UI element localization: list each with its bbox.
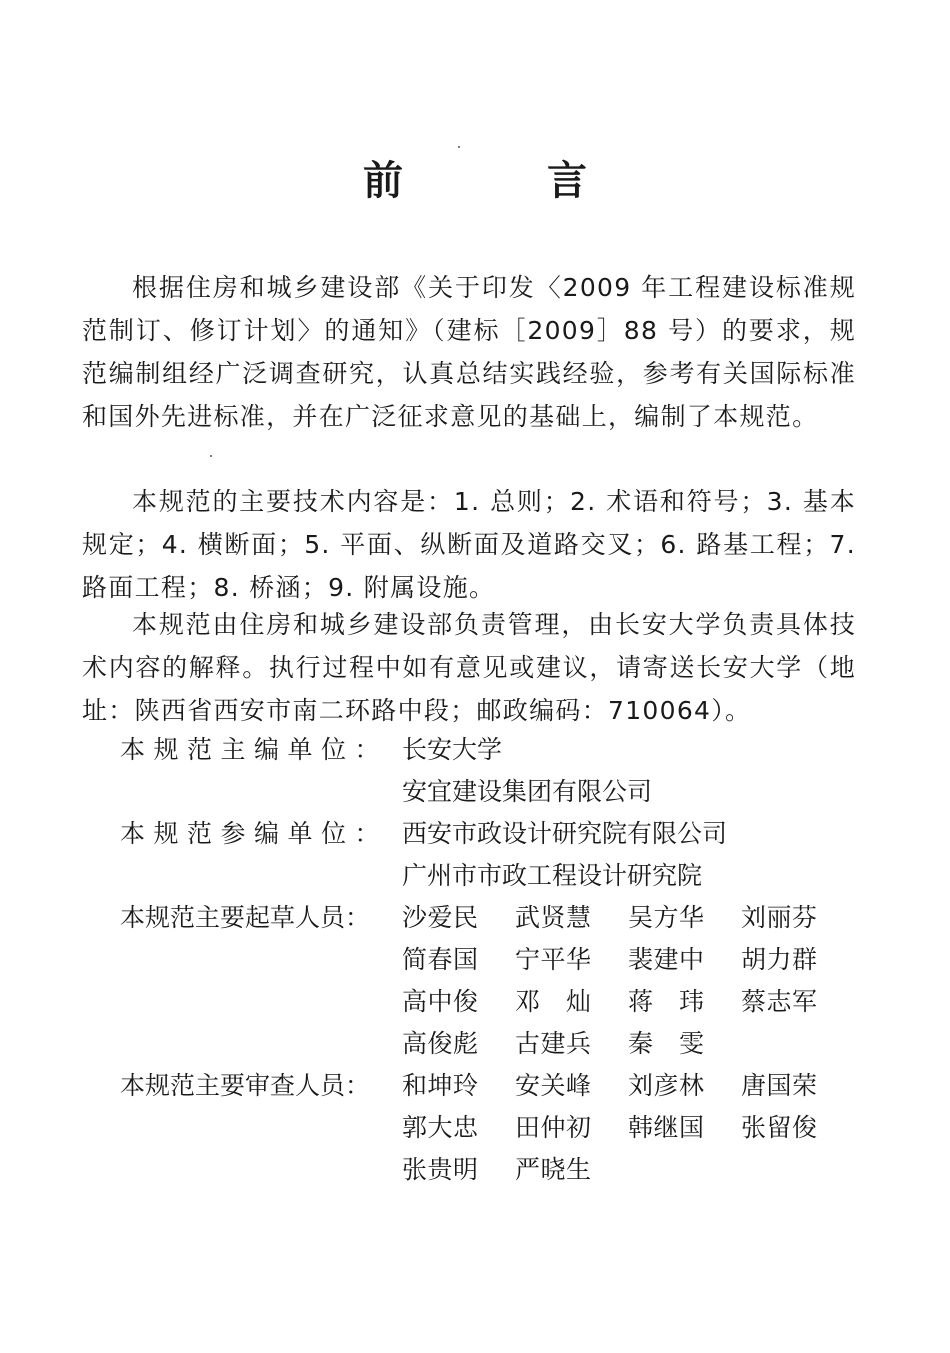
reviewer-name: 张留俊 [741, 1113, 818, 1142]
chief-units-list [402, 729, 652, 813]
chief-unit: 安宜建设集团有限公司 [402, 777, 653, 806]
paragraph-2 [82, 480, 856, 609]
participating-unit: 西安市政设计研究院有限公司 [402, 819, 728, 848]
paragraph-1 [82, 266, 856, 438]
reviewer-name: 张贵明 [402, 1155, 479, 1184]
drafter-name: 蒋 玮 [628, 987, 705, 1016]
participating-units-label: 本规范参编单位： [120, 819, 389, 848]
drafter-name: 胡力群 [741, 945, 818, 974]
drafters-row [120, 897, 854, 1065]
chief-units-row [120, 729, 854, 813]
participating-units-row [120, 813, 854, 897]
drafter-name: 邓 灿 [515, 987, 592, 1016]
paragraph-text: 本规范的主要技术内容是：1. 总则；2. 术语和符号；3. 基本规定；4. 横断面；5. 平面、纵断面及道路交叉；6. 路基工程；7. 路面工程；8. 桥涵；9. 附属设施。 [82, 487, 856, 602]
participating-unit: 广州市市政工程设计研究院 [402, 861, 703, 890]
reviewer-name: 田仲初 [515, 1113, 592, 1142]
reviewer-name: 严晓生 [515, 1155, 592, 1184]
reviewer-name: 唐国荣 [741, 1071, 818, 1100]
drafter-name: 武贤慧 [515, 903, 592, 932]
paragraph-text: 根据住房和城乡建设部《关于印发〈2009 年工程建设标准规范制订、修订计划〉的通知》（建标［2009］88 号）的要求，规范编制组经广泛调查研究，认真总结实践经验，参考有关国际标准和国外先进标准，并在广泛征求意见的基础上，编制了本规范。 [82, 273, 856, 431]
reviewers-names [402, 1065, 854, 1191]
paragraph-text: 本规范由住房和城乡建设部负责管理，由长安大学负责具体技术内容的解释。执行过程中如有意见或建议，请寄送长安大学（地址：陕西省西安市南二环路中段；邮政编码：710064）。 [82, 610, 856, 725]
reviewer-name: 安关峰 [515, 1071, 592, 1100]
drafter-name: 高俊彪 [402, 1029, 479, 1058]
reviewer-name: 和坤玲 [402, 1071, 479, 1100]
chief-unit: 长安大学 [402, 735, 503, 764]
drafter-name: 沙爱民 [402, 903, 479, 932]
drafter-name: 刘丽芬 [741, 903, 818, 932]
drafter-name: 吴方华 [628, 903, 705, 932]
chief-units-label: 本规范主编单位： [120, 735, 389, 764]
page-title: 前 言 [363, 157, 639, 204]
reviewers-label: 本规范主要审查人员： [120, 1071, 371, 1100]
drafter-name: 高中俊 [402, 987, 479, 1016]
paragraph-3 [82, 603, 856, 732]
credits-block [120, 729, 854, 1191]
drafters-names [402, 897, 854, 1065]
drafter-name: 简春国 [402, 945, 479, 974]
drafter-name: 秦 雯 [628, 1029, 705, 1058]
reviewer-name: 刘彦林 [628, 1071, 705, 1100]
drafter-name: 宁平华 [515, 945, 592, 974]
reviewers-row [120, 1065, 854, 1191]
drafter-name: 裴建中 [628, 945, 705, 974]
scan-speck [458, 146, 460, 148]
reviewer-name: 郭大忠 [402, 1113, 479, 1142]
drafter-name: 蔡志军 [741, 987, 818, 1016]
participating-units-list [402, 813, 727, 897]
scan-speck [210, 455, 212, 457]
drafters-label: 本规范主要起草人员： [120, 903, 371, 932]
drafter-name: 古建兵 [515, 1029, 592, 1058]
reviewer-name: 韩继国 [628, 1113, 705, 1142]
